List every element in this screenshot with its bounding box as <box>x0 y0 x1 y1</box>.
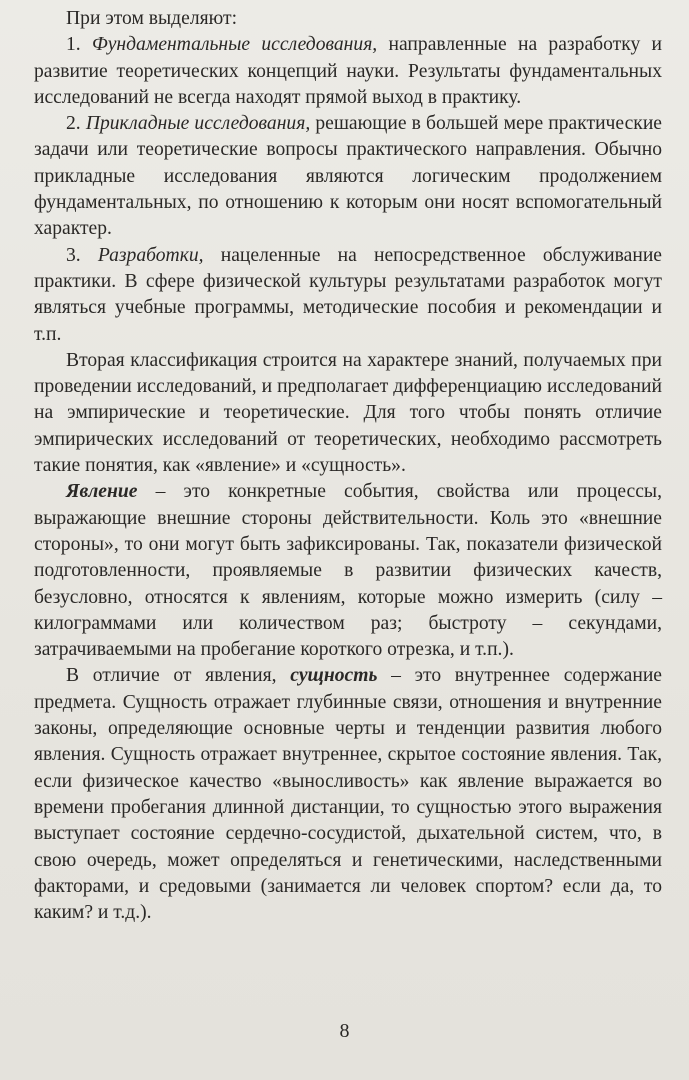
item2-number: 2. <box>66 113 86 135</box>
phenomenon-term: Явление <box>66 481 138 503</box>
page-number: 8 <box>339 1020 350 1042</box>
list-item-applied <box>34 111 662 242</box>
list-item-development <box>34 243 662 348</box>
paragraph-second-classification <box>34 348 662 479</box>
second-classification-text: Вторая классификация строится на характере знаний, получаемых при проведении исследований, и предполагает дифференциацию исследований на эмпирические и теоретические. Для того чтобы понять отличие эмпирических исследований от теоретических, необходимо рассмотреть такие понятия, как «явление» и «сущность». <box>34 349 662 477</box>
item1-number: 1. <box>66 34 92 56</box>
list-item-fundamental <box>34 32 662 111</box>
phenomenon-text: – это конкретные события, свойства или процессы, выражающие внешние стороны действительности. Коль это «внешние стороны», то они могут быть зафиксированы. Так, показатели физической подготовленности, проявляемые в развитии физических качеств, безусловно, относятся к явлениям, которые можно измерить (силу – килограммами или количеством раз; быстроту – секундами, затрачиваемыми на пробегание короткого отрезка, и т.п.). <box>34 481 662 661</box>
item1-text: направленные на разработку и развитие теоретических концепций науки. Результаты фундаментальных исследований не всегда находят прямой выход в практику. <box>34 34 662 108</box>
item2-term: Прикладные исследования, <box>85 113 311 135</box>
paragraph-phenomenon <box>34 479 662 663</box>
essence-term: сущность <box>290 665 378 687</box>
item3-text: нацеленные на непосредственное обслуживание практики. В сфере физической культуры результатами разработок могут являться учебные программы, методические пособия и рекомендации и т.п. <box>34 244 662 345</box>
essence-lead: В отличие от явления, <box>66 665 291 687</box>
intro-text: При этом выделяют: <box>66 8 238 29</box>
item2-text: решающие в большей мере практические задачи или теоретические вопросы практического направления. Обычно прикладные исследования являются логическим продолжением фундаментальных, по отношению к которым они носят вспомогательный характер. <box>34 113 662 240</box>
item3-term: Разработки, <box>97 244 204 266</box>
item3-number: 3. <box>66 244 98 266</box>
body-text <box>34 6 662 926</box>
item1-term: Фундаментальные исследования, <box>91 34 378 56</box>
paragraph-essence <box>34 663 662 926</box>
essence-text: – это внутреннее содержание предмета. Сущность отражает глубинные связи, отношения и внутренние законы, определяющие основные черты и тенденции развития любого явления. Сущность отражает внутреннее, скрытое состояние явления. Так, если физическое качество «выносливость» как явление выражается во времени пробегания длинной дистанции, то сущностью этого выражения выступает состояние сердечно-сосудистой, дыхательной систем, что, в свою очередь, может определяться и генетическими, наследственными факторами, и средовыми (занимается ли человек спортом? если да, то каким? и т.д.). <box>34 665 662 924</box>
intro-line <box>34 6 662 32</box>
